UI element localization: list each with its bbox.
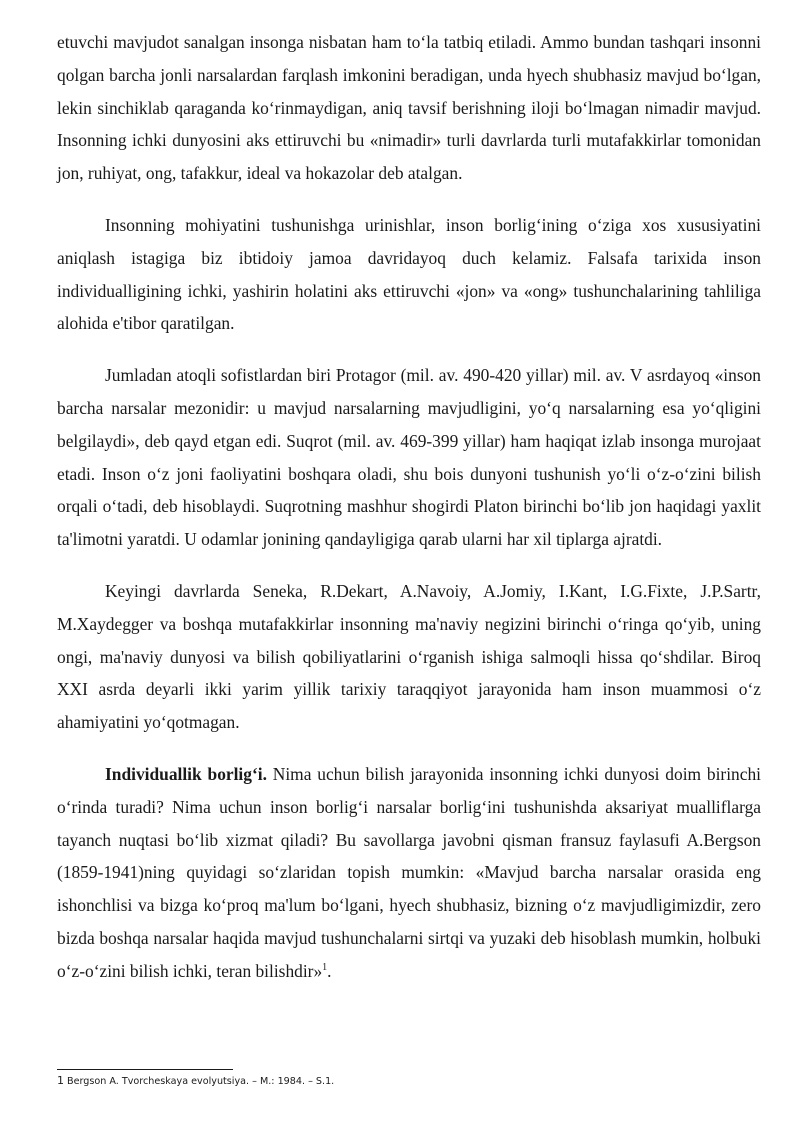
paragraph: Keyingi davrlarda Seneka, R.Dekart, A.Navoiy, A.Jomiy, I.Kant, I.G.Fixte, J.P.Sartr, M.Xaydegger va boshqa mutafakkirlar insonning ma'naviy negizini birinchi o‘ringa qo‘yib, uning ongi, ma'naviy dunyosi va bilish qobiliyatlarini o‘rganish ishiga salmoqli hissa qo‘shdilar. Biroq XXI asrda deyarli ikki yarim yillik tarixiy taraqqiyot jarayonida ham inson muammosi o‘z ahamiyatini yo‘qotmagan.: [57, 580, 761, 733]
section-heading: Individuallik borlig‘i.: [105, 763, 267, 784]
footnote: [57, 1074, 334, 1089]
paragraph: Jumladan atoqli sofistlardan biri Protagor (mil. av. 490-420 yillar) mil. av. V asrdayoq «inson barcha narsalar mezonidir: u mavjud narsalarning mavjudligini, yo‘q narsalarning esa yo‘qligini belgilaydi», deb qayd etgan edi. Suqrot (mil. av. 469-399 yillar) ham haqiqat izlab insonga murojaat etadi. Inson o‘z joni faoliyatini boshqara oladi, shu bois dunyoni tushunish yo‘li o‘z-o‘zini bilish orqali o‘tadi, deb hisoblaydi. Suqrotning mashhur shogirdi Platon birinchi bo‘lib jon haqidagi yaxlit ta'limotni yaratdi. U odamlar jonining qandayligiga qarab ularni har xil tiplarga ajratdi.: [57, 365, 761, 550]
footnote-divider: [57, 1069, 233, 1070]
section-end: .: [327, 960, 332, 981]
paragraph: etuvchi mavjudot sanalgan insonga nisbatan ham to‘la tatbiq etiladi. Ammo bundan tashqari insonni qolgan barcha jonli narsalardan farqlash imkonini beradigan, unda hyech shubhasiz mavjud bo‘lgan, lekin sinchiklab qaraganda ko‘rinmaydigan, aniq tavsif berishning iloji bo‘lmagan nimadir mavjud. Insonning ichki dunyosini aks ettiruvchi bu «nimadir» turli davrlarda turli mutafakkirlar tomonidan jon, ruhiyat, ong, tafakkur, ideal va hokazolar deb atalgan.: [57, 32, 761, 184]
paragraph: Insonning mohiyatini tushunishga urinishlar, inson borlig‘ining o‘ziga xos xususiyatini aniqlash istagiga biz ibtidoiy jamoa davridayoq duch kelamiz. Falsafa tarixida inson individualligining ichki, yashirin holatini aks ettiruvchi «jon» va «ong» tushunchalarining tahliliga alohida e'tibor qaratilgan.: [57, 214, 761, 334]
document-page: [57, 26, 761, 988]
footnote-number: 1: [57, 1074, 64, 1087]
section-text: Nima uchun bilish jarayonida insonning ichki dunyosi doim birinchi o‘rinda turadi? Nima uchun inson borlig‘i narsalar borlig‘ini tushunishda aksariyat mualliflarga tayanch nuqtasi bo‘lib xizmat qiladi? Bu savollarga javobni qisman fransuz faylasufi A.Bergson (1859-1941)ning quyidagi so‘zlaridan topish mumkin: «Mavjud barcha narsalar orasida eng ishonchlisi va bizga ko‘proq ma'lum bo‘lgani, hyech shubhasiz, bizning o‘z mavjudligimizdir, zero bizda boshqa narsalar haqida mavjud tushunchalarni sirtqi va yuzaki deb hisoblash mumkin, holbuki o‘z-o‘zini bilish ichki, teran bilishdir»: [57, 763, 761, 981]
section-paragraph: [57, 758, 761, 988]
footnote-reference[interactable]: 1: [322, 961, 328, 973]
footnote-text: Bergson A. Tvorcheskaya evolyutsiya. – M.: 1984. – S.1.: [64, 1076, 335, 1087]
